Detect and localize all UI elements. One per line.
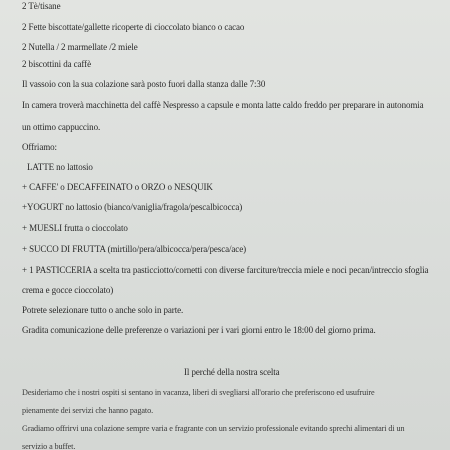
text-line: Offriamo: bbox=[22, 142, 57, 152]
text-line: + MUESLI frutta o cioccolato bbox=[22, 223, 128, 233]
text-line: + SUCCO DI FRUTTA (mirtillo/pera/albicocca/pera/pesca/ace) bbox=[22, 244, 246, 254]
text-line: 2 biscottini da caffè bbox=[22, 59, 91, 69]
text-line: Il vassoio con la sua colazione sarà posto fuori dalla stanza dalle 7:30 bbox=[22, 79, 266, 89]
text-line: Gradiamo offrirvi una colazione sempre varia e fragrante con un servizio professionale evitando sprechi alimentari di un bbox=[22, 424, 405, 433]
section-heading: Il perché della nostra scelta bbox=[184, 367, 280, 377]
text-line: un ottimo cappuccino. bbox=[22, 122, 101, 132]
text-line: Desideriamo che i nostri ospiti si sentano in vacanza, liberi di svegliarsi all'orario che preferiscono ed usufruire bbox=[22, 388, 375, 397]
text-line: crema e gocce cioccolato) bbox=[22, 285, 114, 295]
text-line: + 1 PASTICCERIA a scelta tra pasticciotto/cornetti con diverse farciture/treccia miele e noci pecan/intreccio sfoglia bbox=[22, 265, 429, 275]
text-line: pienamente dei servizi che hanno pagato. bbox=[22, 406, 154, 415]
text-line: 2 Tè/tisane bbox=[22, 1, 61, 11]
text-line: + CAFFE' o DECAFFEINATO o ORZO o NESQUIK bbox=[22, 182, 213, 192]
text-line: LATTE no lattosio bbox=[27, 162, 93, 172]
text-line: 2 Nutella / 2 marmellate /2 miele bbox=[22, 42, 138, 52]
text-line: In camera troverà macchinetta del caffè Nespresso a capsule e monta latte caldo freddo per preparare in autonomia bbox=[22, 100, 424, 110]
text-line: servizio a buffet. bbox=[22, 442, 76, 450]
text-line: 2 Fette biscottate/gallette ricoperte di cioccolato bianco o cacao bbox=[22, 22, 245, 32]
text-line: Potrete selezionare tutto o anche solo in parte. bbox=[22, 305, 184, 315]
text-line: +YOGURT no lattosio (bianco/vaniglia/fragola/pescalbicocca) bbox=[22, 202, 243, 212]
text-line: Gradita comunicazione delle preferenze o variazioni per i vari giorni entro le 18:00 del giorno prima. bbox=[22, 325, 376, 335]
